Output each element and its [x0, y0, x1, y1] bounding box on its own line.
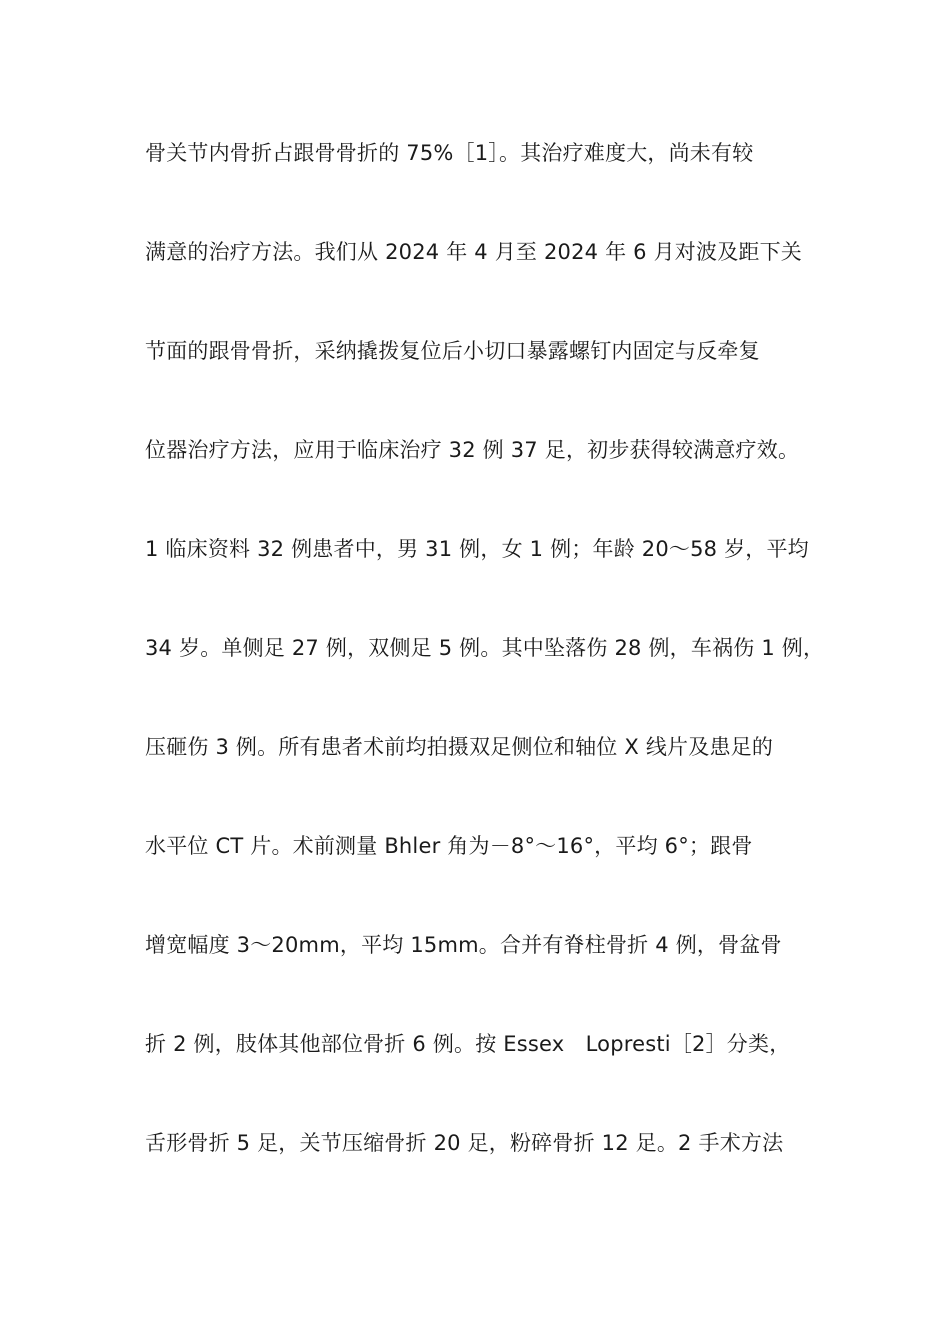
text-line-2: 满意的治疗方法。我们从 2024 年 4 月至 2024 年 6 月对波及距下关 — [145, 240, 803, 264]
body-text — [145, 128, 825, 1217]
text-line-4: 位器治疗方法，应用于临床治疗 32 例 37 足，初步获得较满意疗效。 — [145, 438, 800, 462]
text-line-6: 34 岁。单侧足 27 例，双侧足 5 例。其中坠落伤 28 例，车祸伤 1 例， — [145, 636, 825, 660]
text-line-7: 压砸伤 3 例。所有患者术前均拍摄双足侧位和轴位 X 线片及患足的 — [145, 735, 774, 759]
text-line-10: 折 2 例，肢体其他部位骨折 6 例。按 Essex Lopresti［2］分类， — [145, 1032, 791, 1056]
text-line-3: 节面的跟骨骨折，采纳撬拨复位后小切口暴露螺钉内固定与反牵复 — [145, 339, 760, 363]
text-line-11: 舌形骨折 5 足，关节压缩骨折 20 足，粉碎骨折 12 足。2 手术方法 — [145, 1131, 784, 1155]
text-line-8: 水平位 CT 片。术前测量 Bhler 角为－8°～16°，平均 6°；跟骨 — [145, 834, 753, 858]
text-line-1: 骨关节内骨折占跟骨骨折的 75%［1］。其治疗难度大，尚未有较 — [145, 141, 754, 165]
text-line-5: 1 临床资料 32 例患者中，男 31 例，女 1 例；年龄 20～58 岁，平均 — [145, 537, 809, 561]
text-line-9: 增宽幅度 3～20mm，平均 15mm。合并有脊柱骨折 4 例，骨盆骨 — [145, 933, 782, 957]
